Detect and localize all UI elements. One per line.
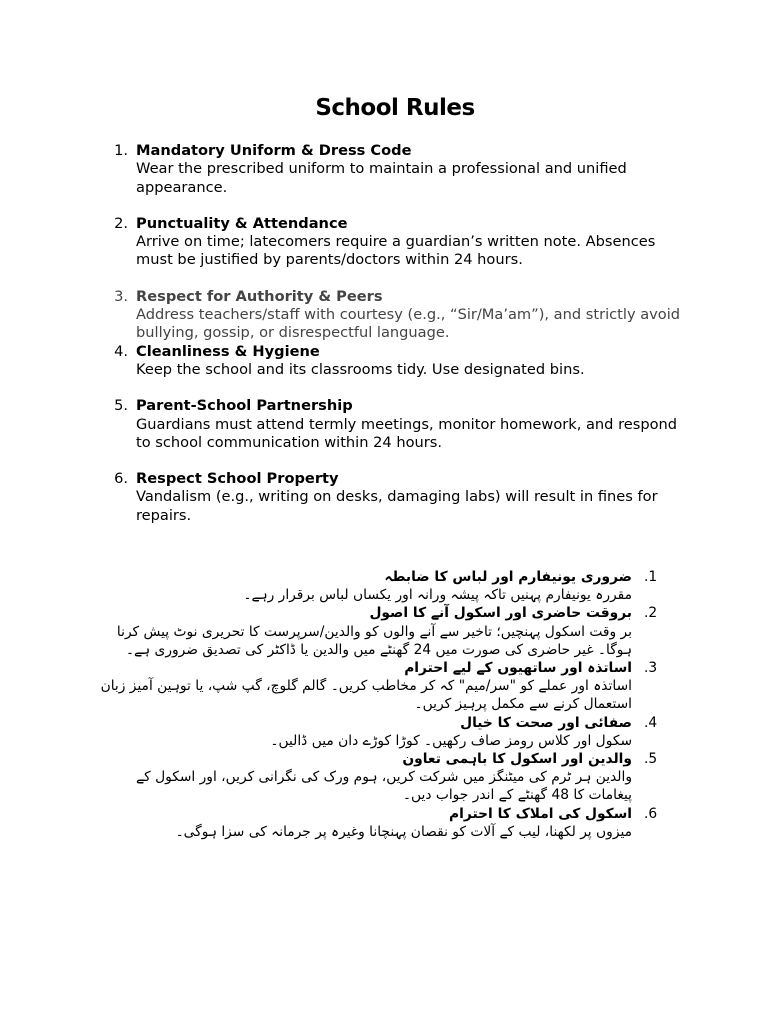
rule-text: میزوں پر لکھنا، لیب کے آلات کو نقصان پہنچانا وغیرہ پر جرمانہ کی سزا ہوگی۔ (175, 823, 632, 840)
rule-text: Address teachers/staff with courtesy (e.g., “Sir/Ma’am”), and strictly avoid bullying, gossip, or disrespectful language. (136, 306, 681, 342)
rule-text: سکول اور کلاس رومز صاف رکھیں۔ کوڑا کوڑے دان میں ڈالیں۔ (270, 732, 632, 749)
rule-heading: ضروری یونیفارم اور لباس کا ضابطہ (384, 569, 632, 585)
english-rule-item (108, 142, 688, 197)
english-rule-item (108, 470, 688, 525)
rule-heading: صفائی اور صحت کا خیال (460, 714, 632, 731)
rule-heading: اسکول کی املاک کا احترام (449, 805, 632, 822)
rule-number: .5 (644, 751, 658, 768)
rule-number: .1 (644, 569, 658, 585)
rule-text: Vandalism (e.g., writing on desks, damaging labs) will result in fines for repairs. (136, 488, 658, 524)
urdu-rules-list (96, 568, 668, 841)
urdu-rule-item (96, 714, 668, 750)
english-rule-item (108, 288, 688, 343)
urdu-rule-item (96, 659, 668, 714)
rule-number: 4. (114, 342, 128, 360)
rule-text: Wear the prescribed uniform to maintain a professional and unified appearance. (136, 160, 627, 196)
rule-heading: Punctuality & Attendance (136, 214, 348, 232)
rule-heading: بروقت حاضری اور اسکول آنے کا اصول (369, 605, 632, 622)
english-rules-list (108, 142, 688, 525)
rule-number: .4 (644, 714, 658, 731)
rule-heading: Mandatory Uniform & Dress Code (136, 142, 412, 159)
rule-number: .2 (644, 605, 658, 622)
rule-heading: Cleanliness & Hygiene (136, 342, 320, 360)
rule-heading: Respect School Property (136, 470, 339, 488)
rule-text: مقررہ یونیفارم پہنیں تاکہ پیشہ ورانہ اور یکساں لباس برقرار رہے۔ (243, 587, 632, 604)
urdu-rule-item (96, 805, 668, 841)
rule-number: 1. (114, 142, 128, 159)
rule-number: .6 (644, 805, 658, 822)
urdu-rule-item (96, 568, 668, 604)
page-title: School Rules (315, 95, 475, 121)
rule-heading: Parent-School Partnership (136, 397, 353, 415)
rule-text: Arrive on time; latecomers require a guardian’s written note. Absences must be justified by parents/doctors within 24 hours. (136, 233, 656, 269)
rule-heading: والدین اور اسکول کا باہمی تعاون (402, 751, 632, 768)
rule-text: Keep the school and its classrooms tidy. Use designated bins. (136, 360, 585, 378)
rule-number: 2. (114, 214, 128, 232)
rule-text: والدین ہر ٹرم کی میٹنگز میں شرکت کریں، ہوم ورک کی نگرانی کریں، اور اسکول کے پیغامات کا 48 گھنٹے کے اندر جواب دیں۔ (136, 769, 632, 804)
rule-text: اساتذہ اور عملے کو "سر/میم" کہ کر مخاطب کریں۔ گالم گلوچ، گپ شپ، یا توہین آمیز زبان استعمال کرنے سے مکمل پرہیز کریں۔ (100, 678, 632, 713)
rule-number: 3. (114, 287, 128, 305)
rule-text: بر وقت اسکول پہنچیں؛ تاخیر سے آنے والوں کو والدین/سرپرست کا تحریری نوٹ پیش کرنا ہوگا۔ غیر حاضری کی صورت میں 24 گھنٹے میں والدین یا ڈاکٹر کی تصدیق ضروری ہے۔ (116, 623, 632, 658)
english-rule-item (108, 343, 688, 380)
rule-heading: Respect for Authority & Peers (136, 287, 383, 305)
rule-text: Guardians must attend termly meetings, monitor homework, and respond to school communication within 24 hours. (136, 415, 678, 451)
urdu-rule-item (96, 604, 668, 659)
urdu-rule-item (96, 750, 668, 805)
rule-number: 5. (114, 397, 128, 415)
english-rule-item (108, 397, 688, 452)
rule-number: 6. (114, 470, 128, 488)
rule-number: .3 (644, 660, 658, 677)
english-rule-item (108, 215, 688, 270)
rule-heading: اساتذہ اور ساتھیوں کے لیے احترام (404, 660, 632, 677)
